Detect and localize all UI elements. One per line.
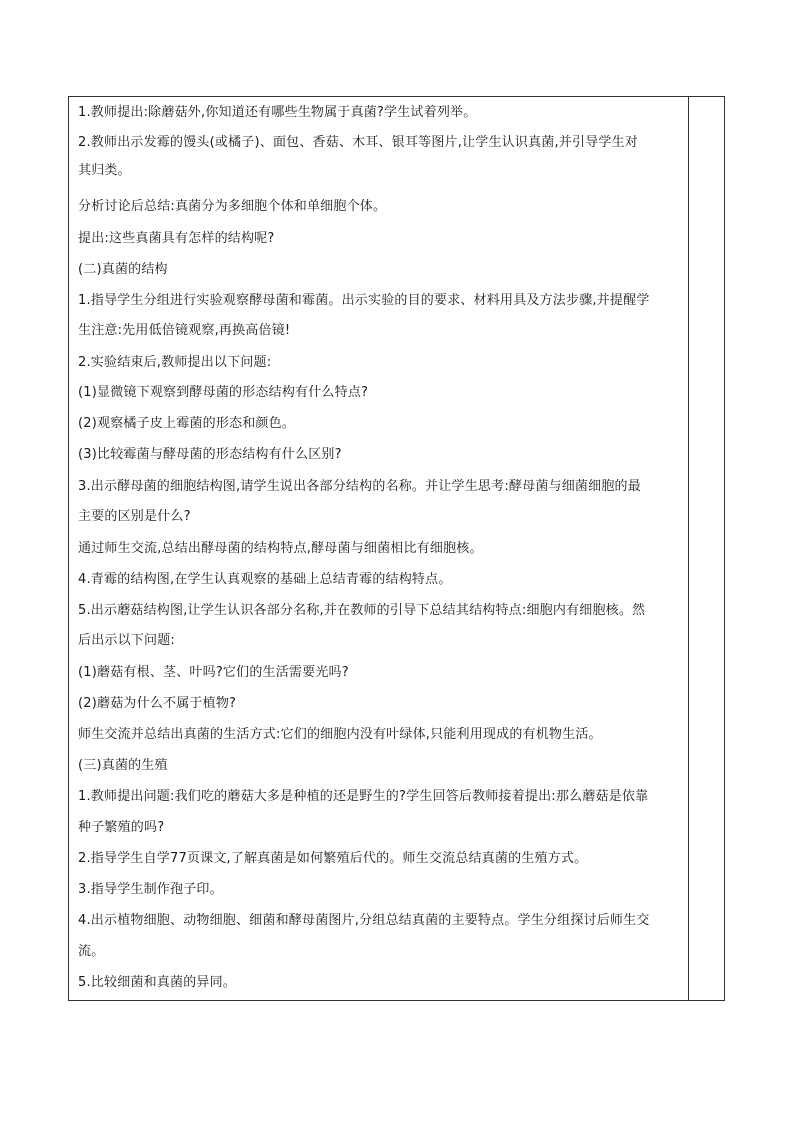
text-line: (2)蘑菇为什么不属于植物? [78,696,237,711]
text-line: 师生交流并总结出真菌的生活方式:它们的细胞内没有叶绿体,只能利用现成的有机物生活。 [78,727,602,742]
notes-cell [689,97,724,1000]
text-line: (2)观察橘子皮上霉菌的形态和颜色。 [78,416,296,431]
text-line: 1.教师提出:除蘑菇外,你知道还有哪些生物属于真菌?学生试着列举。 [78,105,477,120]
text-line: (3)比较霉菌与酵母菌的形态结构有什么区别? [78,447,342,462]
text-line: 2.指导学生自学77页课文,了解真菌是如何繁殖后代的。师生交流总结真菌的生殖方式。 [78,851,588,866]
text-line: 后出示以下问题: [78,633,175,648]
text-line: 3.指导学生制作孢子印。 [78,882,223,897]
text-line: 其归类。 [78,163,131,178]
text-line: 3.出示酵母菌的细胞结构图,请学生说出各部分结构的名称。并让学生思考:酵母菌与细菌细胞的最 [78,479,641,494]
text-line: 主要的区别是什么? [78,509,191,524]
text-line: (1)蘑菇有根、茎、叶吗?它们的生活需要光吗? [78,665,349,680]
text-line: 生注意:先用低倍镜观察,再换高倍镜! [78,323,291,338]
text-line: 分析讨论后总结:真菌分为多细胞个体和单细胞个体。 [78,199,387,214]
text-line: 提出:这些真菌具有怎样的结构呢? [78,231,275,246]
content-cell [69,97,689,1000]
text-line: (1)显微镜下观察到酵母菌的形态结构有什么特点? [78,385,369,400]
text-line: 1.教师提出问题:我们吃的蘑菇大多是种植的还是野生的?学生回答后教师接着提出:那么蘑菇是依靠 [78,789,649,804]
text-line: 通过师生交流,总结出酵母菌的结构特点,酵母菌与细菌相比有细胞核。 [78,541,483,556]
text-line: 5.出示蘑菇结构图,让学生认识各部分名称,并在教师的引导下总结其结构特点:细胞内有细胞核。然 [78,603,646,618]
lesson-table [68,96,725,1001]
section-heading: (二)真菌的结构 [78,262,168,277]
text-line: 种子繁殖的吗? [78,820,165,835]
text-line: 4.青霉的结构图,在学生认真观察的基础上总结青霉的结构特点。 [78,572,452,587]
text-line: 2.实验结束后,教师提出以下问题: [78,355,272,370]
text-line: 4.出示植物细胞、动物细胞、细菌和酵母菌图片,分组总结真菌的主要特点。学生分组探讨后师生交 [78,913,650,928]
text-line: 5.比较细菌和真菌的异同。 [78,975,237,990]
section-heading: (三)真菌的生殖 [78,758,168,773]
text-line: 2.教师出示发霉的馒头(或橘子)、面包、香菇、木耳、银耳等图片,让学生认识真菌,并引导学生对 [78,135,639,150]
text-line: 1.指导学生分组进行实验观察酵母菌和霉菌。出示实验的目的要求、材料用具及方法步骤,并提醒学 [78,293,650,308]
text-line: 流。 [78,944,105,959]
